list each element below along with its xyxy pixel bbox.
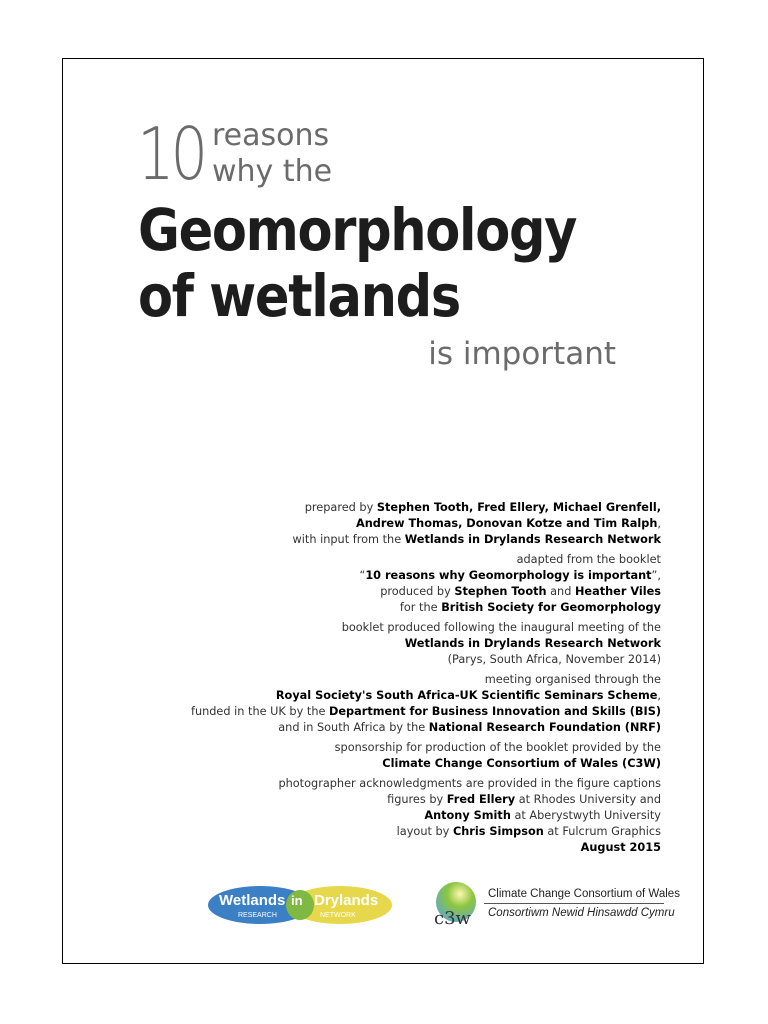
credits-text: funded in the UK by the [190, 705, 330, 718]
credits-paragraph [181, 776, 661, 856]
credits-block [181, 500, 661, 860]
credits-text: , [657, 517, 661, 530]
credits-line [181, 740, 661, 756]
credits-line [181, 704, 661, 720]
credits-text: prepared by [304, 501, 377, 514]
credits-bold-text: British Society for Geomorphology [441, 601, 661, 614]
credits-text: at Aberystwyth University [510, 809, 661, 822]
credits-line [181, 568, 661, 584]
credits-line [181, 636, 661, 652]
credits-text: produced by [380, 585, 455, 598]
wid-in-text: in [291, 893, 303, 908]
credits-text: figures by [387, 793, 447, 806]
wid-research-text: RESEARCH [238, 912, 277, 919]
credits-text: layout by [396, 825, 453, 838]
credits-bold-text: Chris Simpson [452, 825, 544, 838]
credits-line [181, 584, 661, 600]
title-number: 10 [137, 112, 204, 196]
credits-text: at Fulcrum Graphics [543, 825, 661, 838]
credits-line [181, 672, 661, 688]
credits-text: and [546, 585, 575, 598]
credits-bold-text: Wetlands in Drylands Research Network [404, 533, 661, 546]
credits-bold-text: Climate Change Consortium of Wales (C3W) [382, 757, 661, 770]
c3w-logo-mark [428, 880, 480, 930]
credits-line [181, 720, 661, 736]
credits-text: “ [359, 569, 366, 582]
credits-text: and in South Africa by the [278, 721, 429, 734]
credits-bold-text: Stephen Tooth, Fred Ellery, Michael Grenfell, [376, 501, 661, 514]
credits-line [181, 552, 661, 568]
credits-text: adapted from the booklet [516, 553, 661, 566]
credits-bold-text: Wetlands in Drylands Research Network [404, 637, 661, 650]
credits-text: (Parys, South Africa, November 2014) [447, 653, 661, 666]
credits-bold-text: 10 reasons why Geomorphology is important [365, 569, 652, 582]
title-of-wetlands: of wetlands [138, 262, 460, 330]
credits-line [181, 532, 661, 548]
credits-bold-text: August 2015 [580, 841, 661, 854]
credits-line [181, 808, 661, 824]
credits-line [181, 792, 661, 808]
credits-line [181, 688, 661, 704]
title-reasons: reasons [212, 118, 330, 153]
credits-text: for the [399, 601, 442, 614]
title-is-important: is important [428, 336, 616, 372]
wid-drylands-text: Drylands [314, 892, 379, 909]
c3w-divider [484, 903, 664, 904]
credits-line [181, 516, 661, 532]
credits-line [181, 500, 661, 516]
credits-bold-text: National Research Foundation (NRF) [428, 721, 661, 734]
credits-bold-text: Department for Business Innovation and Skills (BIS) [329, 705, 661, 718]
credits-line [181, 600, 661, 616]
wetlands-in-drylands-logo [208, 884, 392, 926]
c3w-mark-text: c3w [434, 908, 471, 929]
credits-bold-text: Heather Viles [574, 585, 661, 598]
credits-bold-text: Antony Smith [424, 809, 511, 822]
credits-paragraph [181, 740, 661, 772]
credits-line [181, 824, 661, 840]
credits-paragraph [181, 620, 661, 668]
credits-bold-text: Stephen Tooth [454, 585, 547, 598]
c3w-name-welsh: Consortiwm Newid Hinsawdd Cymru [488, 907, 675, 919]
credits-line [181, 652, 661, 668]
title-why-the: why the [212, 154, 333, 189]
credits-bold-text: Fred Ellery [446, 793, 516, 806]
credits-bold-text: Andrew Thomas, Donovan Kotze and Tim Ralph [355, 517, 658, 530]
credits-text: sponsorship for production of the booklet provided by the [334, 741, 661, 754]
credits-text: with input from the [292, 533, 405, 546]
credits-paragraph [181, 672, 661, 736]
credits-bold-text: Royal Society's South Africa-UK Scientific Seminars Scheme [275, 689, 658, 702]
credits-line [181, 756, 661, 772]
credits-text: meeting organised through the [484, 673, 661, 686]
credits-text: at Rhodes University and [515, 793, 661, 806]
credits-text: photographer acknowledgments are provided in the figure captions [278, 777, 661, 790]
credits-text: ”, [651, 569, 661, 582]
credits-paragraph [181, 552, 661, 616]
wid-wetlands-text: Wetlands [219, 892, 286, 909]
title-geomorphology: Geomorphology [138, 196, 577, 264]
credits-text: , [657, 689, 661, 702]
credits-line [181, 620, 661, 636]
c3w-name-english: Climate Change Consortium of Wales [488, 888, 680, 900]
credits-line [181, 776, 661, 792]
wid-network-text: NETWORK [320, 912, 356, 919]
credits-paragraph [181, 500, 661, 548]
credits-line [181, 840, 661, 856]
credits-text: booklet produced following the inaugural meeting of the [341, 621, 661, 634]
